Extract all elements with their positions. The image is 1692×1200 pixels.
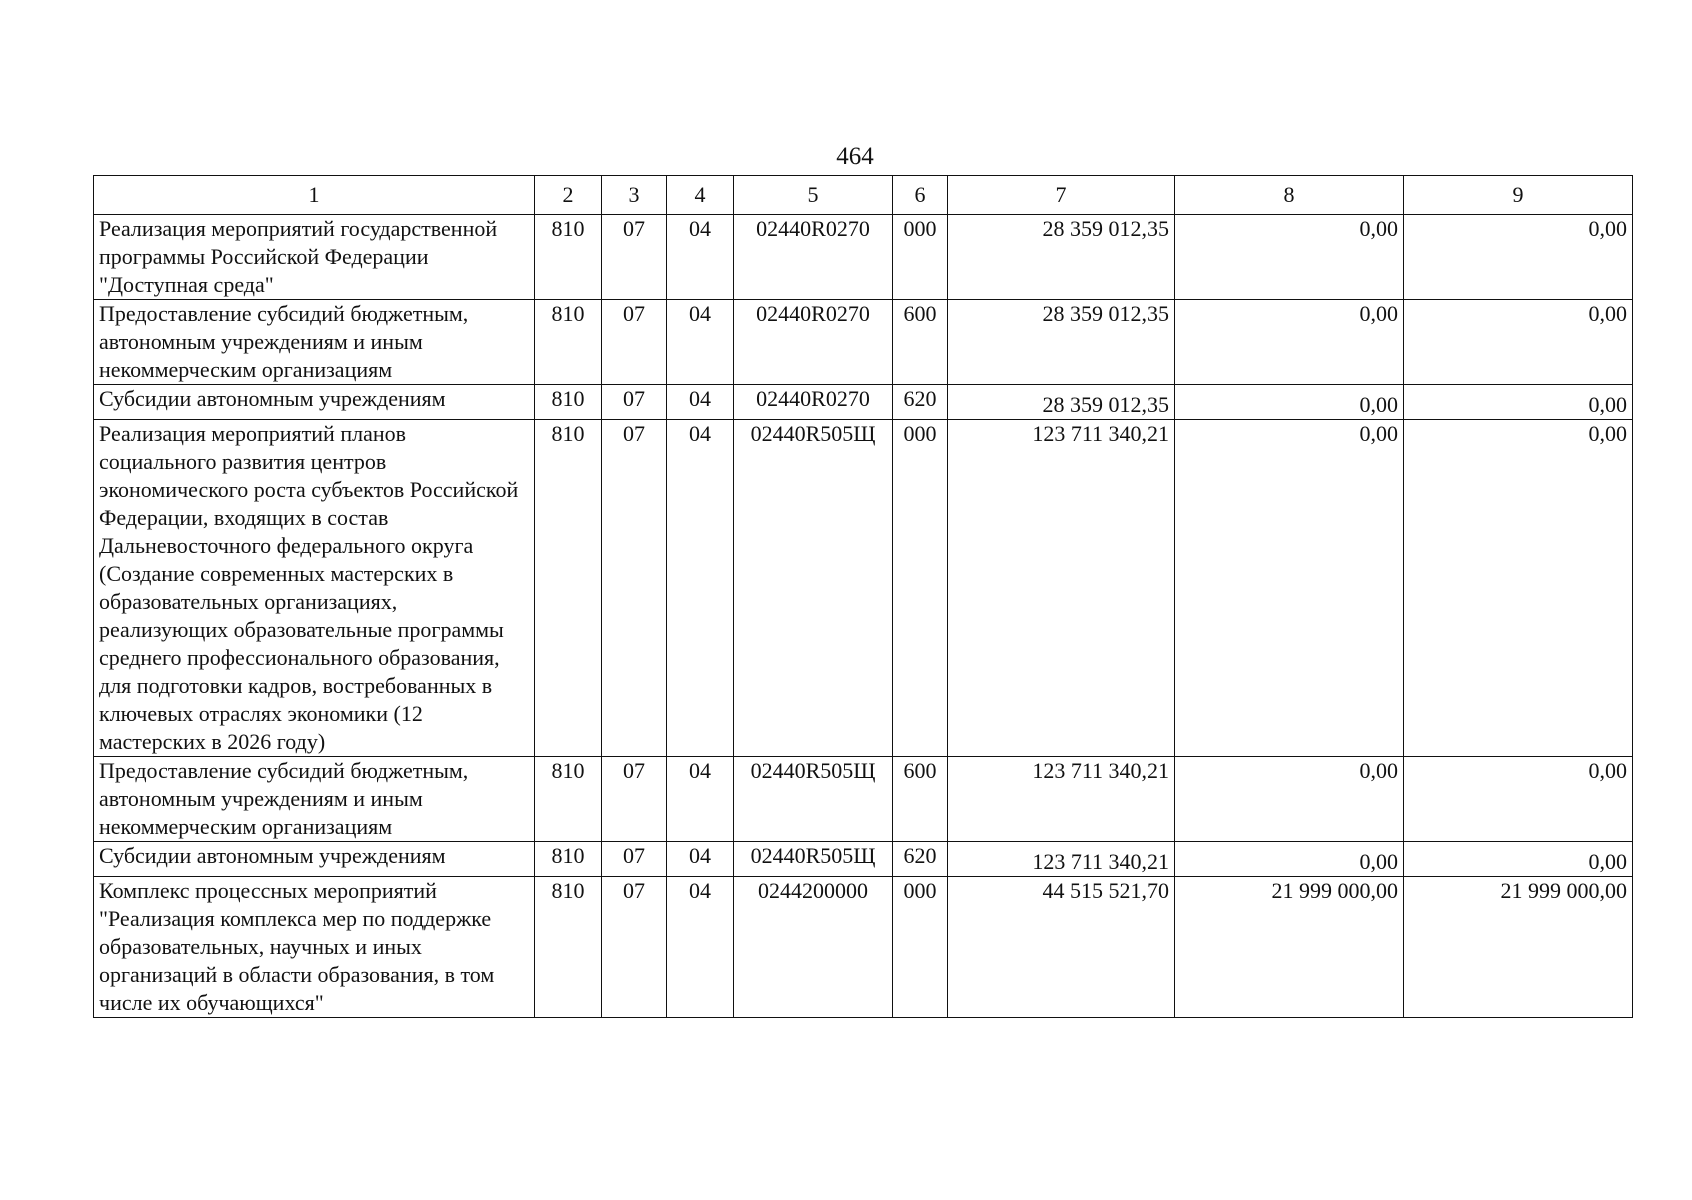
code-cell: 07 [602,300,667,385]
code-cell: 02440R0270 [734,385,893,420]
code-cell: 02440R0270 [734,215,893,300]
code-cell: 620 [893,842,948,877]
code-cell: 07 [602,420,667,757]
amount-cell: 123 711 340,21 [948,842,1175,877]
code-cell: 04 [667,757,734,842]
code-cell: 04 [667,385,734,420]
column-header: 9 [1404,176,1633,215]
code-cell: 04 [667,215,734,300]
amount-cell: 0,00 [1175,385,1404,420]
column-header: 3 [602,176,667,215]
amount-cell: 28 359 012,35 [948,385,1175,420]
code-cell: 07 [602,385,667,420]
table-row [94,385,1633,420]
code-cell: 07 [602,215,667,300]
row-name-cell: Комплекс процессных мероприятий "Реализация комплекса мер по поддержке образовательных, научных и иных организаций в области образования, в том числе их обучающихся" [94,877,535,1018]
code-cell: 600 [893,300,948,385]
amount-cell: 0,00 [1404,300,1633,385]
code-cell: 810 [535,420,602,757]
code-cell: 04 [667,842,734,877]
amount-cell: 0,00 [1175,300,1404,385]
code-cell: 000 [893,877,948,1018]
table-row [94,757,1633,842]
table-row [94,420,1633,757]
column-header: 2 [535,176,602,215]
budget-table [93,175,1633,1018]
code-cell: 02440R0270 [734,300,893,385]
row-name-cell: Предоставление субсидий бюджетным, автономным учреждениям и иным некоммерческим организациям [94,300,535,385]
column-header: 1 [94,176,535,215]
column-header: 4 [667,176,734,215]
amount-cell: 0,00 [1404,757,1633,842]
amount-cell: 28 359 012,35 [948,300,1175,385]
header-row [94,176,1633,215]
row-name-cell: Субсидии автономным учреждениям [94,842,535,877]
amount-cell: 0,00 [1175,215,1404,300]
amount-cell: 0,00 [1404,385,1633,420]
code-cell: 810 [535,300,602,385]
table-row [94,842,1633,877]
amount-cell: 0,00 [1404,215,1633,300]
amount-cell: 0,00 [1175,757,1404,842]
code-cell: 02440R505Щ [734,420,893,757]
table-row [94,300,1633,385]
row-name-cell: Субсидии автономным учреждениям [94,385,535,420]
page-number: 464 [836,143,874,170]
column-header: 7 [948,176,1175,215]
amount-cell: 123 711 340,21 [948,757,1175,842]
code-cell: 810 [535,757,602,842]
amount-cell: 44 515 521,70 [948,877,1175,1018]
code-cell: 600 [893,757,948,842]
column-header: 5 [734,176,893,215]
code-cell: 04 [667,300,734,385]
code-cell: 810 [535,842,602,877]
code-cell: 810 [535,215,602,300]
amount-cell: 123 711 340,21 [948,420,1175,757]
code-cell: 02440R505Щ [734,842,893,877]
table-row [94,215,1633,300]
amount-cell: 0,00 [1175,842,1404,877]
amount-cell: 28 359 012,35 [948,215,1175,300]
amount-cell: 21 999 000,00 [1404,877,1633,1018]
code-cell: 620 [893,385,948,420]
code-cell: 000 [893,215,948,300]
row-name-cell: Реализация мероприятий планов социального развития центров экономического роста субъектов Российской Федерации, входящих в состав Дальневосточного федерального округа (Создание современных мастерских в образовательных организациях, реализующих образовательные программы среднего профессионального образования, для подготовки кадров, востребованных в ключевых отраслях экономики (12 мастерских в 2026 году) [94,420,535,757]
amount-cell: 0,00 [1404,842,1633,877]
column-header: 8 [1175,176,1404,215]
code-cell: 0244200000 [734,877,893,1018]
column-header: 6 [893,176,948,215]
code-cell: 02440R505Щ [734,757,893,842]
code-cell: 810 [535,385,602,420]
code-cell: 04 [667,877,734,1018]
code-cell: 04 [667,420,734,757]
row-name-cell: Реализация мероприятий государственной программы Российской Федерации "Доступная среда" [94,215,535,300]
code-cell: 810 [535,877,602,1018]
amount-cell: 0,00 [1404,420,1633,757]
table-row [94,877,1633,1018]
code-cell: 000 [893,420,948,757]
amount-cell: 21 999 000,00 [1175,877,1404,1018]
row-name-cell: Предоставление субсидий бюджетным, автономным учреждениям и иным некоммерческим организациям [94,757,535,842]
amount-cell: 0,00 [1175,420,1404,757]
code-cell: 07 [602,877,667,1018]
code-cell: 07 [602,842,667,877]
code-cell: 07 [602,757,667,842]
